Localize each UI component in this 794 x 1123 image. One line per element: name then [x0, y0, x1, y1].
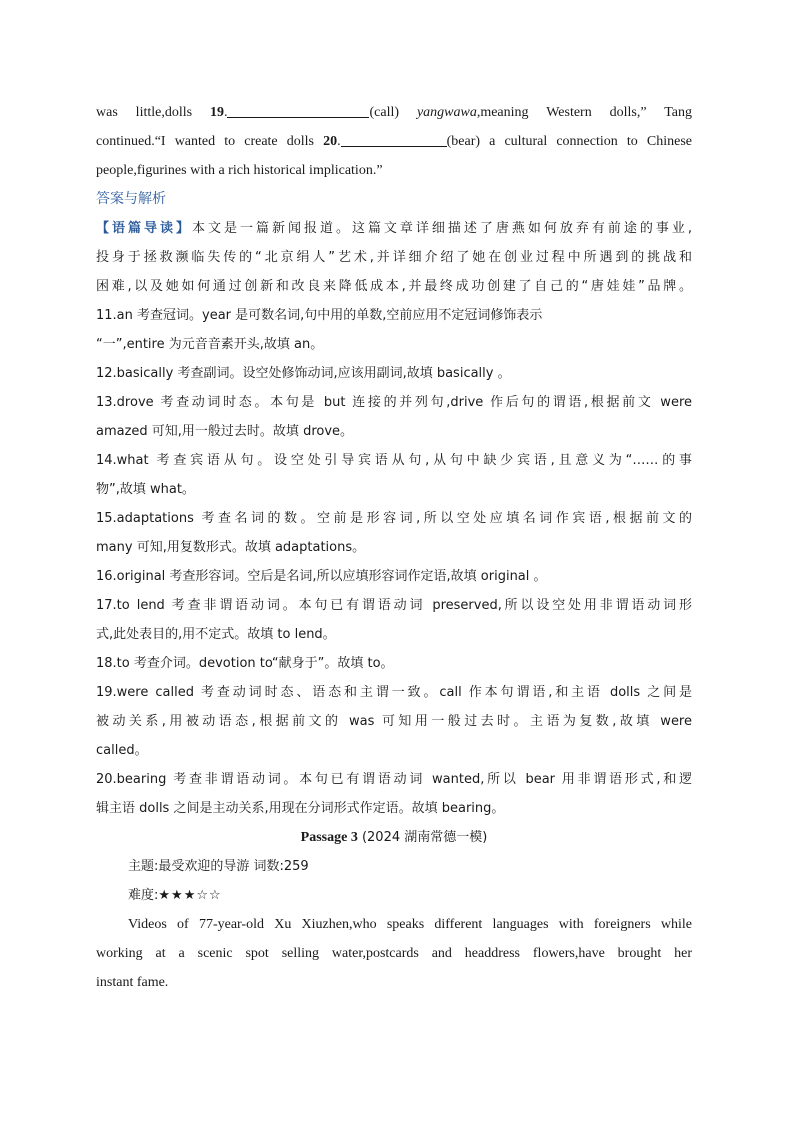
answer-19-line-3: called。	[96, 743, 148, 758]
answer-14-line-2: 物”,故填 what。	[96, 482, 195, 497]
blank-number-20: 20	[323, 134, 338, 149]
answer-19-line-2: 被动关系,用被动语态,根据前文的 was 可知用一般过去时。主语为复数,故填 were	[96, 714, 692, 729]
passage3-para-line-2: working at a scenic spot selling water,postcards and headdress flowers,have brought her	[96, 946, 692, 961]
answer-17-line-1: 17.to lend 考查非谓语动词。本句已有谓语动词 preserved,所以设空处用非谓语动词形	[96, 598, 692, 613]
passage3-difficulty: 难度:★★★☆☆	[128, 888, 222, 903]
answer-16-line-1: 16.original 考查形容词。空后是名词,所以应填形容词作定语,故填 original 。	[96, 569, 547, 584]
passage-line-3: people,figurines with a rich historical implication.”	[96, 163, 383, 178]
passage3-para-line-3: instant fame.	[96, 975, 169, 990]
answer-17-line-2: 式,此处表目的,用不定式。故填 to lend。	[96, 627, 336, 642]
intro-label: 【语篇导读】	[96, 221, 192, 236]
blank-number-19: 19	[209, 105, 224, 120]
answer-13-line-1: 13.drove 考查动词时态。本句是 but 连接的并列句,drive 作后句的谓语,根据前文 were	[96, 395, 692, 410]
intro-line-1: 【语篇导读】本文是一篇新闻报道。这篇文章详细描述了唐燕如何放弃有前途的事业,	[96, 221, 692, 236]
difficulty-stars-icon: ★★★☆☆	[158, 888, 222, 903]
answer-12-line-1: 12.basically 考查副词。设空处修饰动词,应该用副词,故填 basically 。	[96, 366, 511, 381]
passage-line-1: was little,dolls 19. (call) yangwawa,meaning Western dolls,” Tang	[96, 98, 692, 127]
page-content	[96, 98, 692, 997]
answer-blank-20	[341, 130, 447, 147]
answer-11-line-1: 11.an 考查冠词。year 是可数名词,句中用的单数,空前应用不定冠词修饰表示	[96, 308, 543, 323]
answer-20-line-1: 20.bearing 考查非谓语动词。本句已有谓语动词 wanted,所以 bear 用非谓语形式,和逻	[96, 772, 692, 787]
passage3-topic: 主题:最受欢迎的导游 词数:259	[128, 859, 309, 874]
answer-15-line-2: many 可知,用复数形式。故填 adaptations。	[96, 540, 366, 555]
passage-line-2: continued.“I wanted to create dolls 20. (bear) a cultural connection to Chinese	[96, 127, 692, 156]
intro-line-2: 投身于拯救濒临失传的“北京绢人”艺术,并详细介绍了她在创业过程中所遇到的挑战和	[96, 250, 692, 265]
answer-18-line-1: 18.to 考查介词。devotion to“献身于”。故填 to。	[96, 656, 394, 671]
answer-14-line-1: 14.what 考查宾语从句。设空处引导宾语从句,从句中缺少宾语,且意义为“……的事	[96, 453, 692, 468]
passage3-title: Passage 3 (2024 湖南常德一模)	[300, 830, 488, 845]
answer-15-line-1: 15.adaptations 考查名词的数。空前是形容词,所以空处应填名词作宾语,根据前文的	[96, 511, 692, 526]
answer-heading: 答案与解析	[96, 191, 166, 207]
passage3-para-line-1: Videos of 77-year-old Xu Xiuzhen,who speaks different languages with foreigners while	[128, 917, 692, 932]
answer-20-line-2: 辑主语 dolls 之间是主动关系,用现在分词形式作定语。故填 bearing。	[96, 801, 505, 816]
intro-line-3: 困难,以及她如何通过创新和改良来降低成本,并最终成功创建了自己的“唐娃娃”品牌。	[96, 279, 692, 294]
answer-19-line-1: 19.were called 考查动词时态、语态和主谓一致。call 作本句谓语,和主语 dolls 之间是	[96, 685, 692, 700]
answer-13-line-2: amazed 可知,用一般过去时。故填 drove。	[96, 424, 354, 439]
answer-blank-19	[227, 101, 369, 118]
answer-11-line-2: “一”,entire 为元音音素开头,故填 an。	[96, 337, 324, 352]
